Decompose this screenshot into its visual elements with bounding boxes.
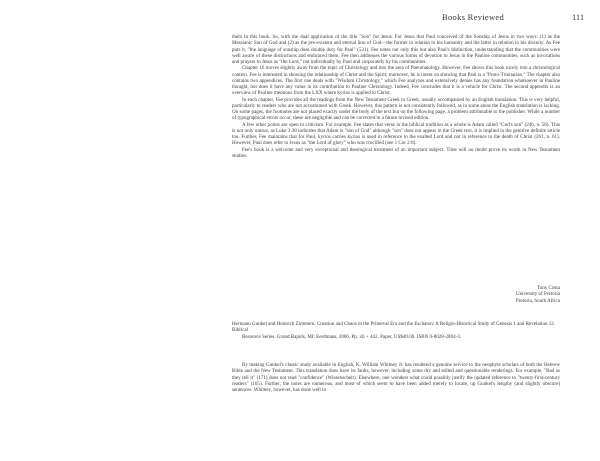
citation-line: Hermann Gunkel and Heinrich Zimmern. Creation and Chaos in the Primeval Era and the Eschaton: A Religio-Historical Study of Genesis 1 and Revelation 12. Biblical: [232, 321, 556, 334]
review-paragraph: A few other points are open to criticism. For example, Fee states that verse in the biblical tradition as a whole is Adam called "God's son" (246, n. 56). This is not only untrue, as Luke 3:38 indicates that Adam is "son of God" although "son" does not appear in the Greek text, it is implied in the genitive definite article tou. Further, Fee maintains that for Paul, kyrios carries kyrios is used in reference to the exalted Lord and not in reference to the death of Christ (261, n. 61). However, Paul does refer to Jesus as "the Lord of glory" who was crucified (see 1 Cor 2:8).: [232, 121, 560, 147]
reviewer-name: Tony Costa: [536, 285, 560, 291]
review-paragraph: them in this book. So, with the dual application of the title "Son" for Jesus. For Jesus that Paul conceived of the Sonship of Jesus in two ways: (1) as the Messianic Son of God and (2) as the pre-existent and eternal Son of God—the former in relation to his humanity and the latter in relation to his divinity. As Fee puts it, "the language of sonship does double duty for Paul" (531). Fee notes not only this but also Paul's distinction, understanding that the communities were well aware of these distinctions and embraced them. Fee then addresses the various forms of devotion to Jesus in the Pauline communities, such as invocations and prayers to Jesus as "the Lord," not individually by Paul and corporately by his communities.: [232, 34, 560, 65]
running-head: Books Reviewed: [442, 12, 505, 22]
review-paragraph: In each chapter, Fee provides all the readings from the New Testament Greek in Greek, usually accompanied by an English translation. This is very helpful, particularly to readers who are not accustomed with Greek. However, this pattern is not consistently followed, as in some areas the English translation is lacking. On some pages, the footnotes are not placed exactly under the body of the text but on the following page, a problem attributable to the publisher. While a number of typographical errors occur, these are negligible and can be corrected in a future revised edition.: [232, 96, 560, 122]
page-number: 111: [572, 12, 585, 22]
review-body-second: [232, 362, 560, 393]
reviewer-location: Pretoria, South Africa: [515, 297, 560, 304]
citation-line: Resource Series. Grand Rapids, MI: Eerdmans, 2006. Pp. xli + 442. Paper, US$40.00. ISBN 0-8028-2804-3.: [242, 333, 462, 340]
review-paragraph: Chapter 16 moves slightly away from the topic of Christology and into the area of Pneumatology. However, Fee shows this book nicely into a christological context. Fee is interested in showing the relationship of Christ and the Spirit; moreover, he is intent on showing that Paul is a "Proto-Trinitarian." The chapter also contains two appendices. The first one deals with "Wisdom Christology," which Fee analyzes and extensively denies has any foundation whatsoever in Pauline thought, nor does it have any value in its contribution to Pauline Christology. Indeed, Fee concludes that it is a vehicle for Christ. The second appendix is an overview of Pauline mentions from the LXX where kyrios is applied to Christ.: [232, 65, 560, 97]
review-body: [232, 34, 560, 159]
review-paragraph: Fee's book is a welcome and very exceptional and theological treatment of an important subject. Time will no doubt prove its worth in New Testament studies.: [232, 146, 560, 159]
review-paragraph: By making Gunkel's classic study available in English, K. William Whitney Jr. has rendered a genuine service to the neophyte scholars of both the Hebrew Bible and the New Testament. This translation does have its faults, however, including some dry and stilted and questionable renderings. For example, "Bad as they tell it" (171) does not read "confidence" (Wissenscheit). Elsewhere, one wonders what could possibly justify the updated reference to "twenty-first-century readers" (165). Further, the notes are numerous, and most of which seem to have been added merely to locate, up Gunkel's lengthy (and slightly obscure) sentences. Whitney, however, has done well in: [232, 362, 560, 393]
reviewer-signature: [500, 285, 560, 304]
reviewer-affiliation: University of Pretoria: [515, 291, 560, 298]
book-citation: [232, 321, 560, 340]
